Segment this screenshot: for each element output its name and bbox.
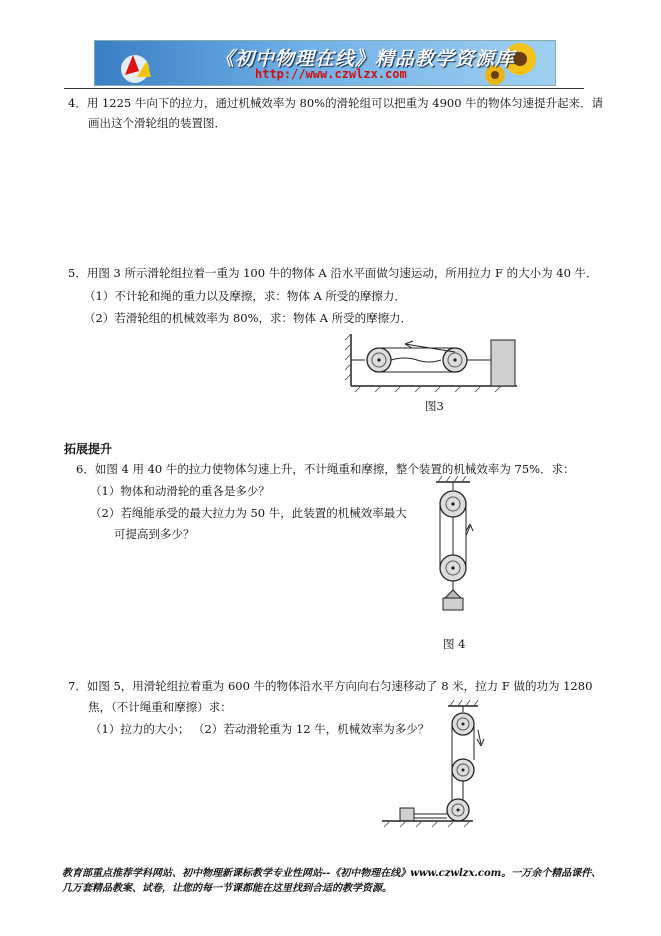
- q6-line1: 6．如图 4 用 40 牛的拉力使物体匀速上升，不计绳重和摩擦，整个装置的机械效率为 75%．求：: [76, 462, 575, 476]
- q7-line1: 7．如图 5，用滑轮组拉着重为 600 牛的物体沿水平方向向右匀速移动了 8 米，拉力 F 做的功为 1280: [68, 679, 593, 693]
- footer-line2: 几万套精品教案、试卷，让您的每一节课都能在这里找到合适的教学资源。: [62, 883, 392, 894]
- q7-line2: 焦，（不计绳重和摩擦）求：: [88, 700, 232, 714]
- banner-url[interactable]: http://www.czwlzx.com: [255, 67, 407, 81]
- header-banner: [94, 40, 556, 86]
- q4-line2: 画出这个滑轮组的装置图．: [88, 116, 226, 130]
- figure-3-caption: 图3: [425, 399, 444, 413]
- footer-line1: 教育部重点推荐学科网站、初中物理新课标教学专业性网站--《初中物理在线》www.czwlzx.com。一万余个精品课件、: [62, 868, 602, 879]
- q6-part2a: （2）若绳能承受的最大拉力为 50 牛，此装置的机械效率最大: [90, 506, 407, 520]
- q5-part1: （1）不计轮和绳的重力以及摩擦，求：物体 A 所受的摩擦力．: [84, 289, 406, 303]
- q6-part1: （1）物体和动滑轮的重各是多少？: [90, 484, 270, 498]
- figure-4-caption: 图 4: [443, 637, 466, 651]
- figure-4-pulley-diagram: [430, 476, 480, 616]
- header-divider: [64, 88, 584, 89]
- figure-3-pulley-diagram: [345, 330, 520, 396]
- q5-part2: （2）若滑轮组的机械效率为 80%，求：物体 A 所受的摩擦力．: [84, 311, 413, 325]
- section-title: 拓展提升: [64, 442, 113, 456]
- banner-title: 《初中物理在线》精品教学资源库: [215, 48, 516, 70]
- figure-5-pulley-diagram: [378, 700, 488, 835]
- q6-part2b: 可提高到多少？: [114, 527, 195, 541]
- q5-line1: 5．用图 3 所示滑轮组拉着一重为 100 牛的物体 A 沿水平面做匀速运动，所用拉力 F 的大小为 40 牛．: [68, 266, 598, 280]
- q7-parts: （1）拉力的大小； （2）若动滑轮重为 12 牛，机械效率为多少？: [90, 722, 430, 736]
- q4-line1: 4．用 1225 牛向下的拉力，通过机械效率为 80%的滑轮组可以把重为 4900 牛的物体匀速提升起来．请: [68, 96, 604, 110]
